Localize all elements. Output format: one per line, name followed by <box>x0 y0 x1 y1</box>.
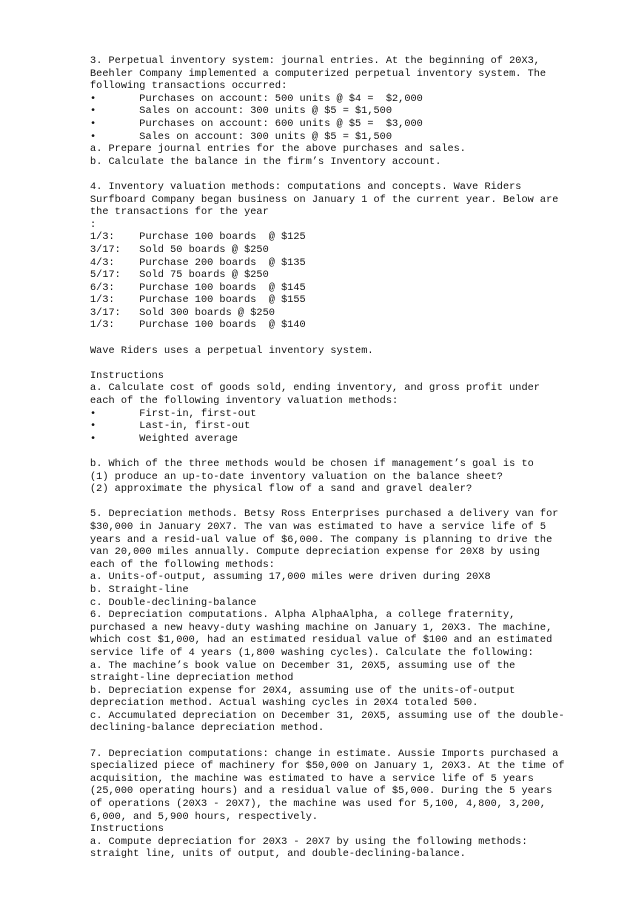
text-line: (1) produce an up-to-date inventory valuation on the balance sheet? <box>90 471 503 483</box>
text-line: • Sales on account: 300 units @ $5 = $1,500 <box>90 131 393 143</box>
text-line: van 20,000 miles annually. Compute depreciation expense for 20X8 by using <box>90 547 540 559</box>
text-line: 5/17: Sold 75 boards @ $250 <box>90 270 269 282</box>
text-line: depreciation method. Actual washing cycles in 20X4 totaled 500. <box>90 698 479 710</box>
document-page <box>90 56 610 862</box>
text-line: Instructions <box>90 824 164 836</box>
text-line: b. Straight-line <box>90 584 189 596</box>
text-line: c. Accumulated depreciation on December 31, 20X5, assuming use of the double- <box>90 710 565 722</box>
text-line: • First-in, first-out <box>90 408 257 420</box>
text-line: : <box>90 219 97 231</box>
text-line: each of the following inventory valuation methods: <box>90 396 399 408</box>
text-line: 1/3: Purchase 100 boards @ $125 <box>90 232 306 244</box>
text-line: a. Calculate cost of goods sold, ending inventory, and gross profit under <box>90 383 540 395</box>
text-line: straight-line depreciation method <box>90 673 294 685</box>
text-line: b. Which of the three methods would be chosen if management’s goal is to <box>90 459 534 470</box>
text-line: Wave Riders uses a perpetual inventory system. <box>90 345 374 357</box>
text-line: purchased a new heavy-duty washing machine on January 1, 20X3. The machine, <box>90 622 553 634</box>
text-line: c. Double-declining-balance <box>90 597 257 609</box>
text-line: declining-balance depreciation method. <box>90 723 325 735</box>
text-line: a. Units-of-output, assuming 17,000 miles were driven during 20X8 <box>90 572 491 584</box>
blank-line <box>90 358 610 371</box>
text-line: 6/3: Purchase 100 boards @ $145 <box>90 282 306 294</box>
text-line: • Sales on account: 300 units @ $5 = $1,500 <box>90 106 393 118</box>
text-line: of operations (20X3 - 20X7), the machine was used for 5,100, 4,800, 3,200, <box>90 799 547 811</box>
text-line: 4/3: Purchase 200 boards @ $135 <box>90 257 306 269</box>
text-line: the transactions for the year <box>90 207 269 219</box>
text-line: 6. Depreciation computations. Alpha AlphaAlpha, a college fraternity, <box>90 610 516 622</box>
text-line: 3/17: Sold 300 boards @ $250 <box>90 307 275 319</box>
text-line: (25,000 operating hours) and a residual value of $5,000. During the 5 years <box>90 786 553 798</box>
text-line: acquisition, the machine was estimated to have a service life of 5 years <box>90 773 534 785</box>
blank-line <box>90 497 610 510</box>
text-line: Surfboard Company began business on January 1 of the current year. Below are <box>90 194 559 206</box>
blank-line <box>90 333 610 346</box>
text-line: b. Calculate the balance in the firm’s Inventory account. <box>90 156 442 168</box>
text-line: following transactions occurred: <box>90 81 288 93</box>
text-line: service life of 4 years (1,800 washing cycles). Calculate the following: <box>90 647 534 659</box>
text-line: each of the following methods: <box>90 559 275 571</box>
blank-line <box>90 169 610 182</box>
text-line: 7. Depreciation computations: change in estimate. Aussie Imports purchased a <box>90 748 559 760</box>
text-line: • Last-in, first-out <box>90 421 251 433</box>
text-line: b. Depreciation expense for 20X4, assuming use of the units-of-output <box>90 685 516 697</box>
text-line: 1/3: Purchase 100 boards @ $140 <box>90 320 306 332</box>
text-line: 3. Perpetual inventory system: journal entries. At the beginning of 20X3, <box>90 56 540 67</box>
text-line: Instructions <box>90 370 164 382</box>
text-line: • Purchases on account: 500 units @ $4 = $2,000 <box>90 93 423 105</box>
text-line: • Weighted average <box>90 433 238 445</box>
text-line: 1/3: Purchase 100 boards @ $155 <box>90 295 306 307</box>
text-line: specialized piece of machinery for $50,000 on January 1, 20X3. At the time of <box>90 761 565 773</box>
blank-line <box>90 736 610 749</box>
text-line: years and a resid-ual value of $6,000. The company is planning to drive the <box>90 534 553 546</box>
text-line: which cost $1,000, had an estimated residual value of $100 and an estimated <box>90 635 553 647</box>
text-line: (2) approximate the physical flow of a sand and gravel dealer? <box>90 484 473 496</box>
text-line: Beehler Company implemented a computerized perpetual inventory system. The <box>90 68 547 80</box>
text-line: straight line, units of output, and double-declining-balance. <box>90 849 466 861</box>
text-line: a. Compute depreciation for 20X3 - 20X7 by using the following methods: <box>90 836 528 848</box>
text-line: 6,000, and 5,900 hours, respectively. <box>90 811 319 823</box>
text-line: a. The machine’s book value on December 31, 20X5, assuming use of the <box>90 660 516 672</box>
blank-line <box>90 446 610 459</box>
text-line: a. Prepare journal entries for the above purchases and sales. <box>90 144 466 156</box>
text-line: $30,000 in January 20X7. The van was estimated to have a service life of 5 <box>90 521 547 533</box>
text-line: 3/17: Sold 50 boards @ $250 <box>90 244 269 256</box>
text-line: 5. Depreciation methods. Betsy Ross Enterprises purchased a delivery van for <box>90 509 559 521</box>
text-line: 4. Inventory valuation methods: computations and concepts. Wave Riders <box>90 181 522 193</box>
text-line: • Purchases on account: 600 units @ $5 = $3,000 <box>90 118 423 130</box>
